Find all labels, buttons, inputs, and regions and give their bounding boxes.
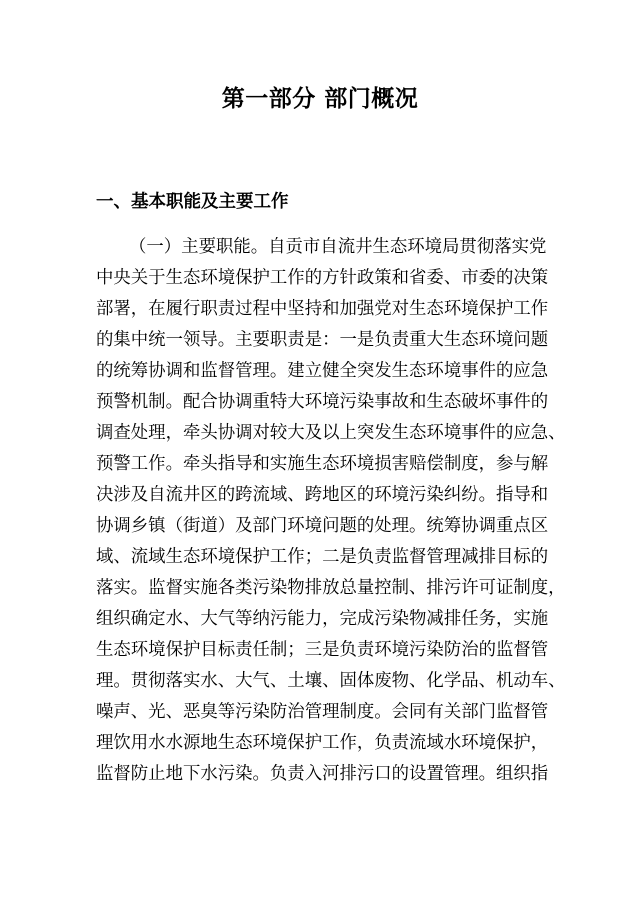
paragraph-line: 决涉及自流井区的跨流域、跨地区的环境污染纠纷。指导和 <box>96 485 549 505</box>
page-title: 第一部分 部门概况 <box>221 86 419 112</box>
paragraph-line: 调查处理，牵头协调对较大及以上突发生态环境事件的应急、 <box>96 423 566 443</box>
paragraph-line: 域、流域生态环境保护工作；二是负责监督管理减排目标的 <box>96 547 549 567</box>
paragraph-line: 的统筹协调和监督管理。建立健全突发生态环境事件的应急 <box>96 361 549 381</box>
paragraph-line: 预警机制。配合协调重特大环境污染事故和生态破坏事件的 <box>96 392 549 412</box>
paragraph-line: 理。贯彻落实水、大气、土壤、固体废物、化学品、机动车、 <box>96 671 566 691</box>
paragraph-line: 预警工作。牵头指导和实施生态环境损害赔偿制度，参与解 <box>96 454 549 474</box>
paragraph-line: 监督防止地下水污染。负责入河排污口的设置管理。组织指 <box>96 764 549 784</box>
paragraph-line: 理饮用水水源地生态环境保护工作，负责流域水环境保护， <box>96 733 549 753</box>
paragraph-line: 落实。监督实施各类污染物排放总量控制、排污许可证制度， <box>96 578 566 598</box>
paragraph-line: 生态环境保护目标责任制；三是负责环境污染防治的监督管 <box>96 640 549 660</box>
paragraph-line: 中央关于生态环境保护工作的方针政策和省委、市委的决策 <box>96 268 549 288</box>
section-heading: 一、基本职能及主要工作 <box>96 192 289 212</box>
paragraph-line: 的集中统一领导。主要职责是：一是负责重大生态环境问题 <box>96 330 549 350</box>
paragraph-line: 部署，在履行职责过程中坚持和加强党对生态环境保护工作 <box>96 299 549 319</box>
paragraph-line: 噪声、光、恶臭等污染防治管理制度。会同有关部门监督管 <box>96 702 549 722</box>
body-paragraph <box>96 232 566 790</box>
paragraph-line: 组织确定水、大气等纳污能力，完成污染物减排任务，实施 <box>96 609 549 629</box>
paragraph-line: （一）主要职能。自贡市自流井生态环境局贯彻落实党 <box>129 237 547 257</box>
paragraph-line: 协调乡镇（街道）及部门环境问题的处理。统筹协调重点区 <box>96 516 549 536</box>
